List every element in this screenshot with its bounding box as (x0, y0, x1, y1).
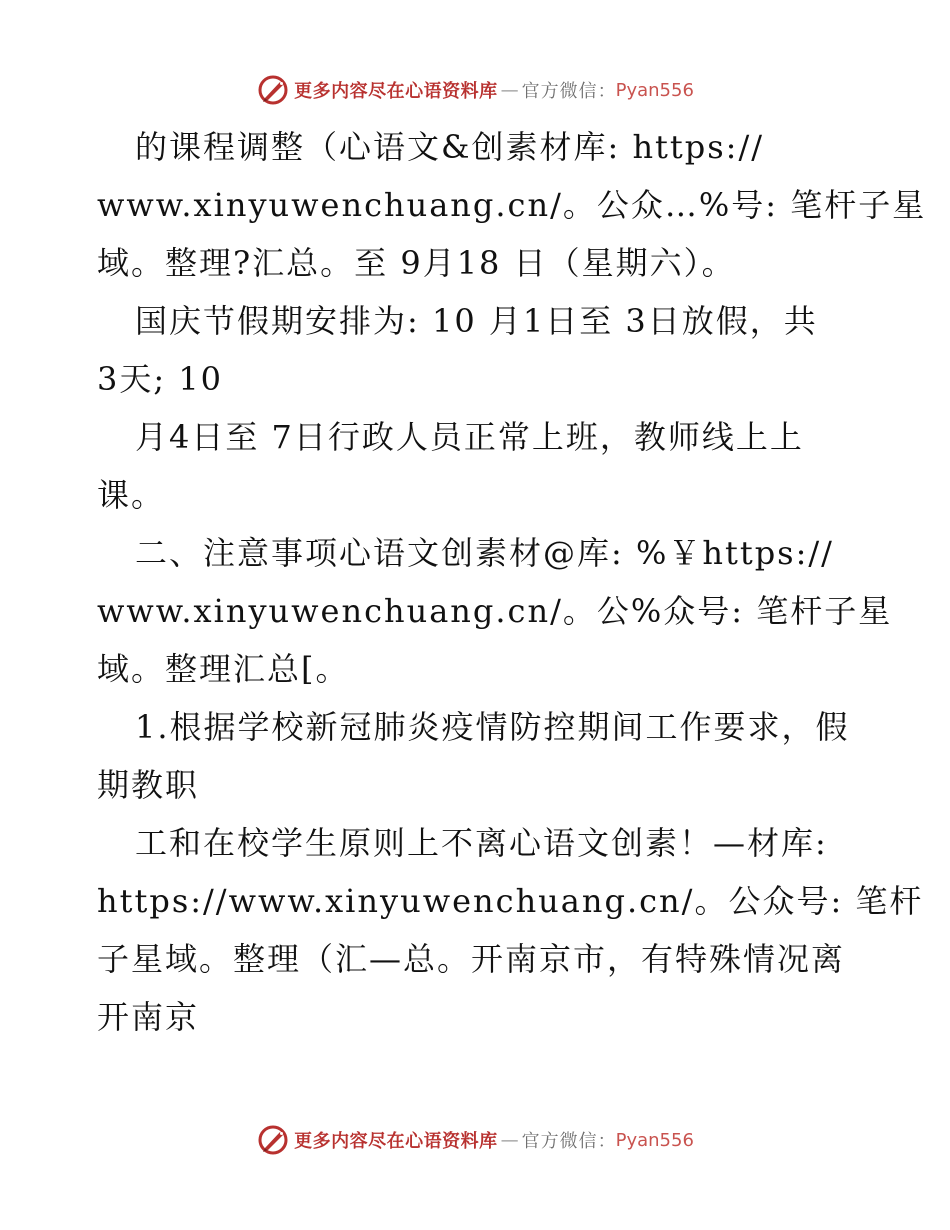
banner-separator: ： (597, 1131, 616, 1152)
paragraph-line: www.xinyuwenchuang.cn/。公%众号: 笔杆子星 (97, 592, 893, 630)
paragraph-line: 域。整理汇总[。 (97, 650, 350, 688)
banner-brand-text: 更多内容尽在心语资料库 (294, 81, 498, 102)
paragraph-line: 课。 (97, 476, 166, 514)
banner-separator: ： (597, 81, 616, 102)
banner-official-label: 官方微信 (521, 1131, 598, 1152)
paragraph-line: 月4日至 7日行政人员正常上班，教师线上上 (135, 418, 804, 456)
paragraph-line: 子星域。整理（汇—总。开南京市，有特殊情况离 (97, 940, 846, 978)
paragraph-line: 工和在校学生原则上不离心语文创素！—材库: (135, 824, 828, 862)
paragraph-line: 期教职 (97, 766, 200, 804)
section-heading-line: 二、注意事项心语文创素材@库: %￥https:// (135, 534, 834, 572)
paragraph-line: 开南京 (97, 998, 200, 1036)
banner-dash: — (500, 1129, 519, 1151)
banner-brand-text: 更多内容尽在心语资料库 (294, 1131, 498, 1152)
document-body (97, 118, 927, 1046)
banner-official-label: 官方微信 (521, 81, 598, 102)
banner-dash: — (500, 79, 519, 101)
paragraph-line: 国庆节假期安排为: 10 月1日至 3日放假，共 (135, 302, 818, 340)
header-banner (0, 70, 950, 110)
banner-wechat-id: Pyan556 (615, 79, 694, 101)
list-item-line: 1.根据学校新冠肺炎疫情防控期间工作要求，假 (135, 708, 850, 746)
paragraph-line: 3天; 10 (97, 360, 224, 398)
pen-logo-icon (256, 73, 290, 107)
paragraph-line: https://www.xinyuwenchuang.cn/。公众号: 笔杆 (97, 882, 924, 920)
paragraph-line: www.xinyuwenchuang.cn/。公众…%号: 笔杆子星 (97, 186, 927, 224)
banner-wechat-id: Pyan556 (615, 1129, 694, 1151)
pen-logo-icon (256, 1123, 290, 1157)
paragraph-line: 的课程调整（心语文&创素材库: https:// (135, 128, 765, 166)
footer-banner (0, 1120, 950, 1160)
paragraph-line: 域。整理?汇总。至 9月18 日（星期六）。 (97, 244, 736, 282)
